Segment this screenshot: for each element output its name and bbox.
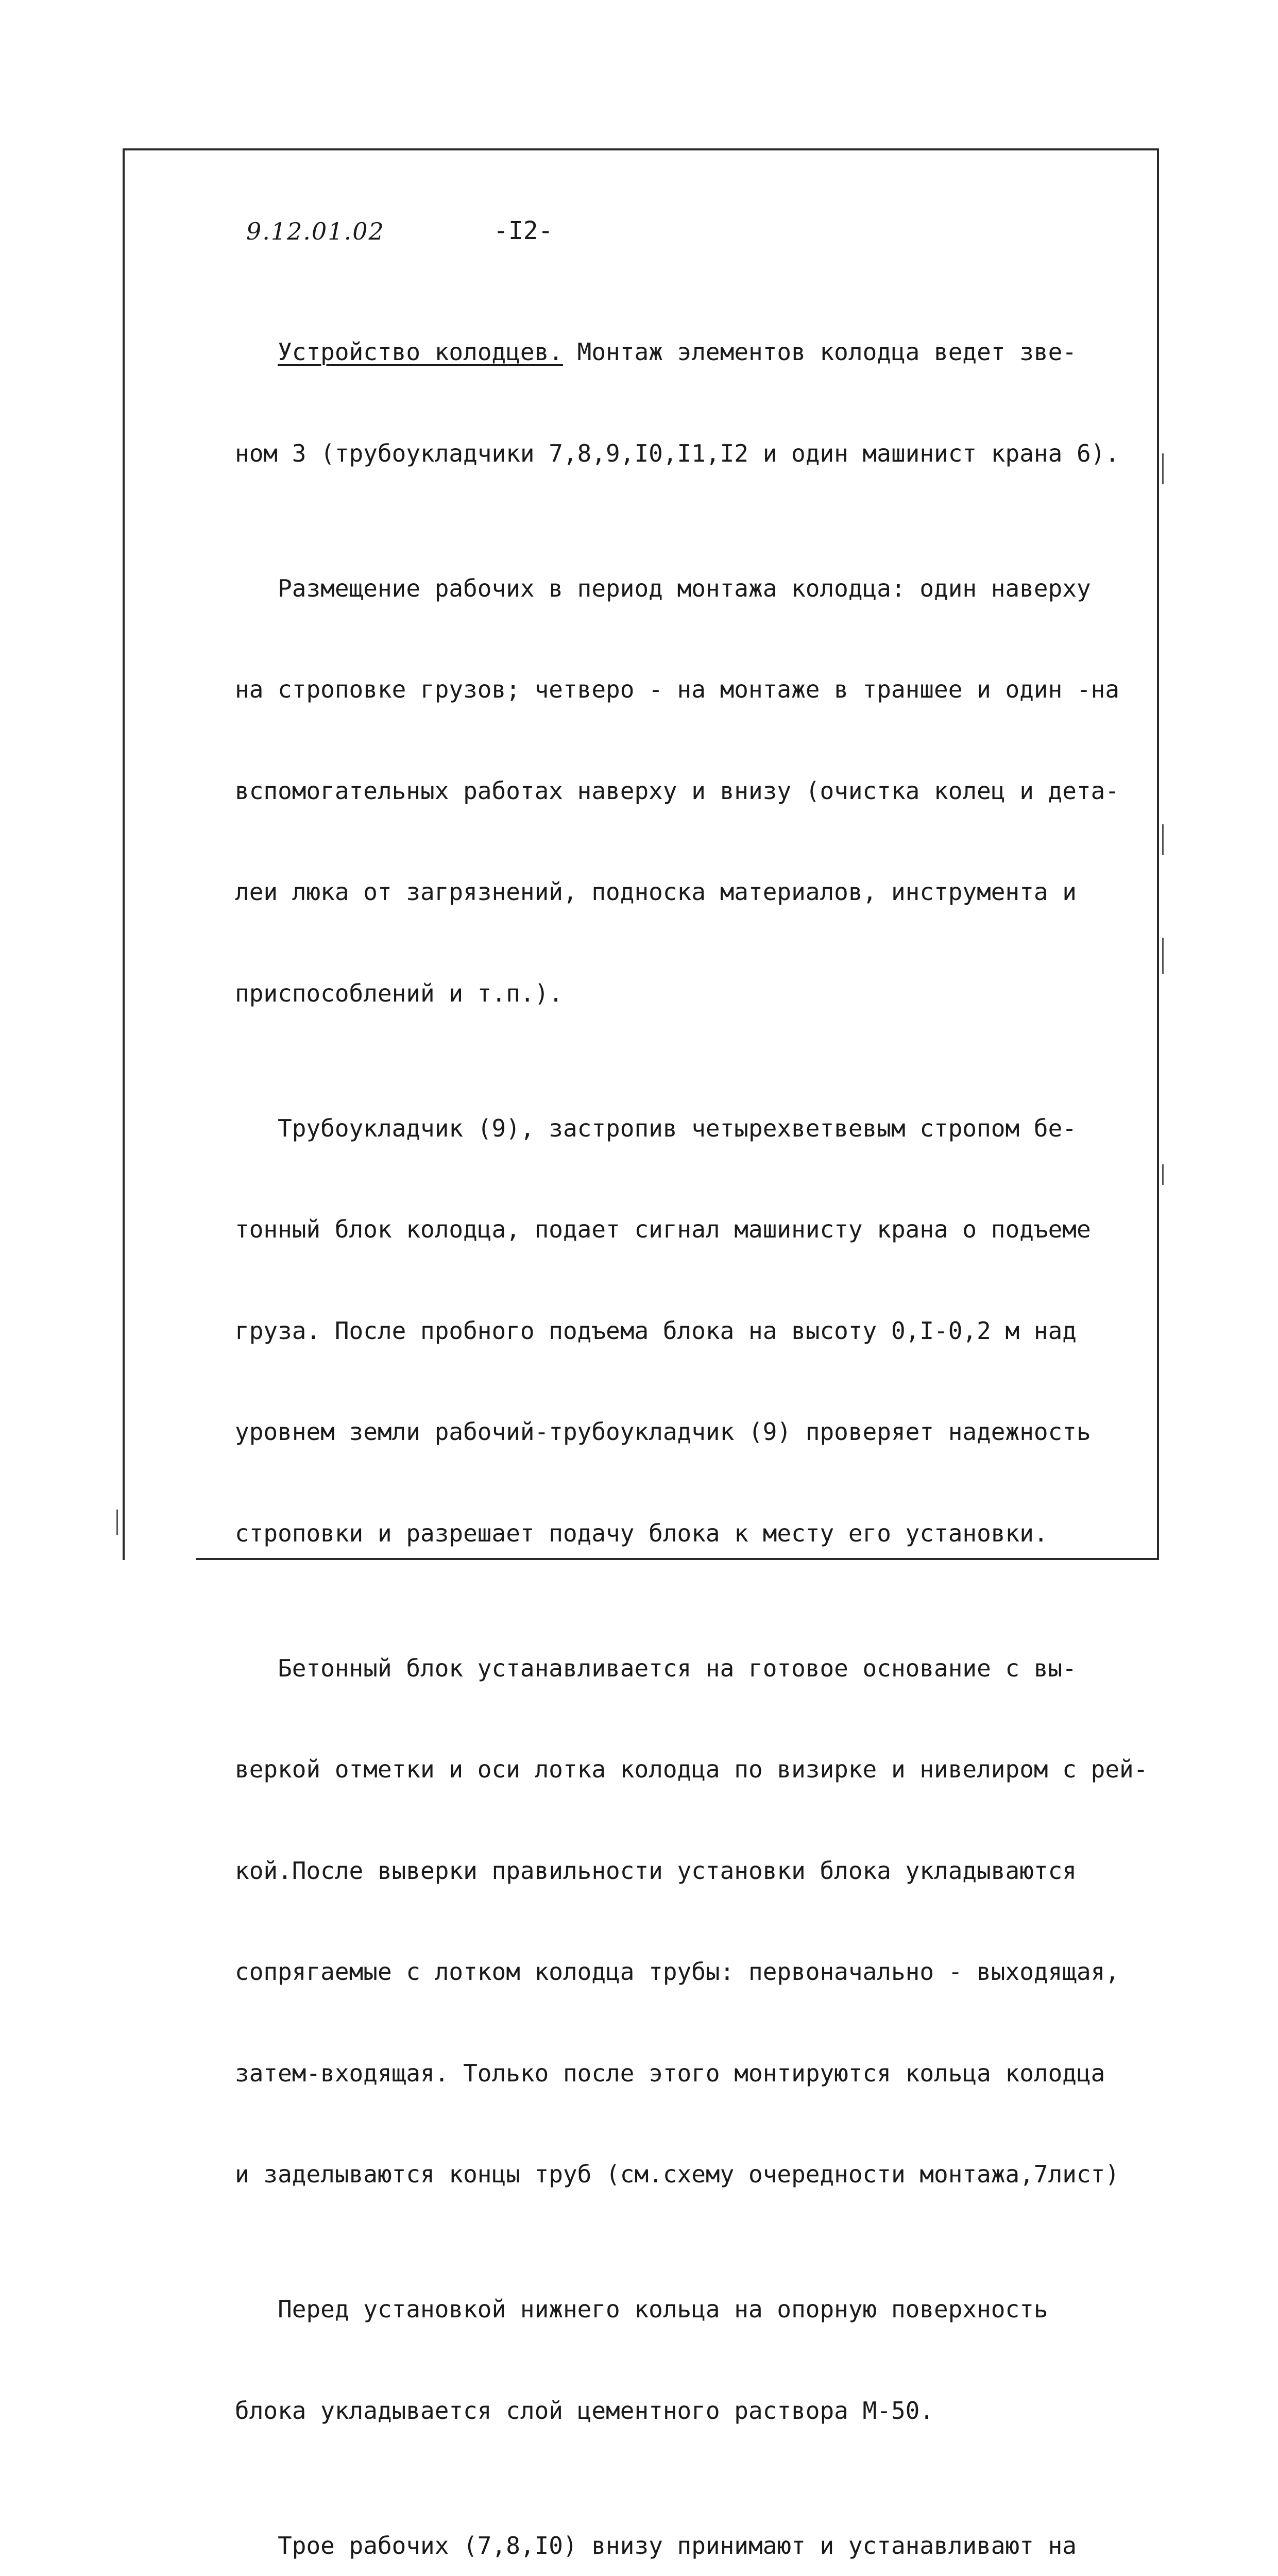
text-line: уровнем земли рабочий-трубоукладчик (9) проверяет надежность [235,1418,1091,1446]
document-code: 9.12.01.02 [246,217,385,245]
page-frame-left [123,148,125,1560]
margin-mark [1162,824,1164,855]
margin-mark [1162,1164,1164,1185]
text-line: блока укладывается слой цементного раствора М-50. [235,2396,934,2425]
margin-mark [1162,453,1164,484]
text-line: на строповке грузов; четверо - на монтаже в траншее и один -на [235,675,1120,703]
margin-mark [116,1510,118,1535]
text-line: приспособлений и т.п.). [235,979,563,1007]
text-line: вспомогательных работах наверху и внизу (очистка колец и дета- [235,776,1120,805]
text-line: Перед установкой нижнего кольца на опорную поверхность [235,2295,1048,2323]
text-line: веркой отметки и оси лотка колодца по визирке и нивелиром с рей- [235,1755,1148,1783]
text-line: Трое рабочих (7,8,I0) внизу принимают и устанавливают на [235,2531,1077,2560]
text-line: Бетонный блок устанавливается на готовое основание с вы- [235,1654,1077,1682]
text-line: Устройство колодцев. Монтаж элементов колодца ведет зве- [278,338,1077,366]
margin-mark [1162,938,1164,974]
document-body [235,268,1148,2576]
text-line: кой.После выверки правильности установки блока укладываются [235,1856,1077,1885]
section-heading-wells: Устройство колодцев. [278,338,563,366]
page-number: -I2- [493,216,553,245]
text-line: Трубоукладчик (9), застропив четырехветвевым стропом бе- [235,1114,1077,1142]
text-line: затем-входящая. Только после этого монтируются кольца колодца [235,2059,1105,2087]
page-frame-top [123,148,1159,150]
text-line: тонный блок колодца, подает сигнал машинисту крана о подъеме [235,1215,1091,1243]
page-frame-right [1157,148,1159,1560]
text-line: строповки и разрешает подачу блока к месту его установки. [235,1519,1048,1547]
text-line: сопрягаемые с лотком колодца трубы: первоначально - выходящая, [235,1958,1120,1986]
text-line: Размещение рабочих в период монтажа колодца: один наверху [235,574,1091,602]
text-line: и заделываются концы труб (см.схему очередности монтажа,7лист) [235,2160,1120,2188]
text-line: груза. После пробного подъема блока на высоту 0,I-0,2 м над [235,1316,1077,1345]
text-line: ном 3 (трубоукладчики 7,8,9,I0,I1,I2 и один машинист крана 6). [235,439,1120,467]
text-line: леи люка от загрязнений, подноска материалов, инструмента и [235,878,1077,906]
